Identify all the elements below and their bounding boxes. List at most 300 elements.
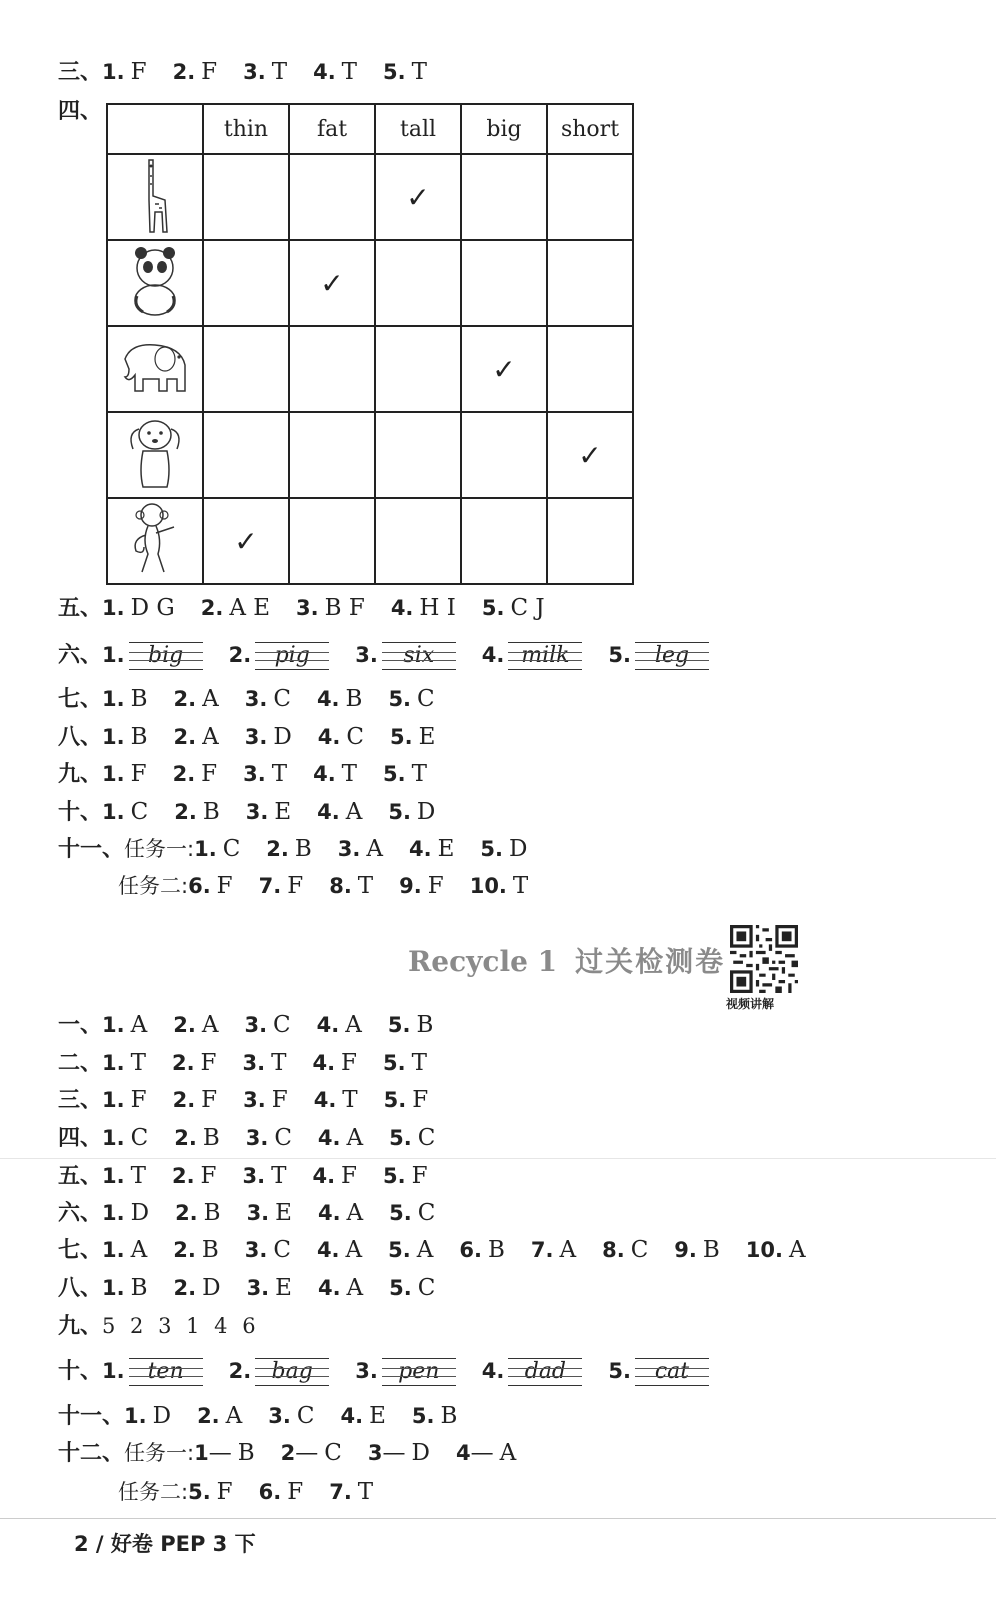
item-number: 1. <box>102 60 125 84</box>
cell <box>203 498 289 584</box>
item-answer: A <box>345 1237 363 1263</box>
section-label: 七、 <box>58 687 103 712</box>
answer-line-wu2 <box>58 1161 428 1192</box>
item-answer: T <box>512 873 529 899</box>
item-number: 4. <box>481 1359 505 1383</box>
item-answer: D <box>273 724 292 750</box>
answer-line-shier-task2: 任务二:5. F 6. F 7. T <box>118 1479 374 1505</box>
item-number: 1. <box>102 762 125 786</box>
item-number: 4. <box>312 1051 336 1075</box>
item-answer: B <box>487 1237 505 1263</box>
answer-line-er <box>58 1048 427 1079</box>
item-answer: T <box>341 59 358 85</box>
cell <box>461 412 547 498</box>
item-number: 3. <box>245 1126 269 1150</box>
item-answer: B <box>345 686 363 712</box>
item-number: 4. <box>317 1201 341 1225</box>
item-answer: T <box>341 761 358 787</box>
answer-line-wu <box>58 593 545 624</box>
item-answer: D <box>130 1200 150 1226</box>
item-number: 5. <box>608 1359 631 1383</box>
item-number: 2. <box>200 596 224 620</box>
item-answer: D <box>416 799 436 825</box>
item-number: 3. <box>246 1201 270 1225</box>
item-answer: F <box>130 1087 147 1113</box>
item-answer: E <box>275 1200 292 1226</box>
item-number: 3. <box>242 1164 266 1188</box>
item-answer: F <box>287 1479 304 1505</box>
item-number: 4. <box>340 1404 364 1428</box>
item-answer: F <box>341 1163 358 1189</box>
item-number: 9. <box>399 874 422 898</box>
item-answer: F <box>341 1050 358 1076</box>
section-label: 三、 <box>58 60 103 85</box>
item-answer: A <box>346 1200 364 1226</box>
section-label: 三、 <box>58 1088 103 1113</box>
item-answer: F <box>216 873 233 899</box>
cell <box>289 154 375 240</box>
section-label: 四、 <box>58 1126 103 1151</box>
item-number: 4. <box>409 837 432 861</box>
item-number: 5. <box>480 837 503 861</box>
item-number: 6. <box>258 1480 282 1504</box>
item-answer: B <box>130 724 148 750</box>
item-answer: C <box>296 1403 315 1429</box>
item-answer: bag <box>255 1358 329 1386</box>
item-answer: C <box>273 1237 291 1263</box>
item-answer: A <box>499 1440 517 1466</box>
item-number: 2. <box>172 1088 196 1112</box>
item-answer: B <box>202 799 220 825</box>
section-label: 一、 <box>58 1013 103 1038</box>
item-number: 4 <box>455 1441 471 1465</box>
cell <box>547 412 633 498</box>
item-number: 5. <box>383 60 406 84</box>
item-answer: C <box>346 724 364 750</box>
item-number: 5. <box>388 1238 411 1262</box>
item-answer: T <box>130 1163 146 1189</box>
cell <box>461 154 547 240</box>
item-answer: A <box>345 799 363 825</box>
item-answer: H I <box>419 595 456 621</box>
item-answer: C <box>417 1200 436 1226</box>
item-answer: B <box>130 686 148 712</box>
monkey-icon <box>107 498 203 584</box>
item-answer: A <box>345 1012 362 1038</box>
item-number: 5. <box>383 1164 406 1188</box>
item-number: 1. <box>102 1088 125 1112</box>
item-answer: D <box>202 1275 221 1301</box>
check-mark: ✓ <box>320 266 344 300</box>
item-number: 4. <box>317 725 341 749</box>
page-footer: 2 / 好卷 PEP 3 下 <box>74 1532 256 1556</box>
item-answer: A <box>559 1237 577 1263</box>
item-answer: A <box>225 1403 243 1429</box>
answer-line-shier: 十二、任务一:1— B 2— C 3— D 4— A <box>58 1440 517 1466</box>
item-answer: A <box>130 1012 148 1038</box>
item-dash: — <box>382 1440 406 1466</box>
section-label-si: 四、 <box>58 99 103 124</box>
item-answer: C <box>417 686 435 712</box>
answer-line-qi2 <box>58 1235 806 1266</box>
panda-icon <box>107 240 203 326</box>
item-answer: cat <box>635 1358 709 1386</box>
cell <box>289 240 375 326</box>
item-number: 7. <box>329 1480 352 1504</box>
item-number: 3. <box>244 725 268 749</box>
cell <box>375 326 461 412</box>
item-answer: B <box>294 836 312 862</box>
section-label: 五、 <box>58 1164 103 1189</box>
cell <box>203 412 289 498</box>
item-number: 2 <box>280 1441 296 1465</box>
item-answer: T <box>357 873 374 899</box>
item-number: 5. <box>389 725 413 749</box>
qr-code-icon[interactable] <box>730 925 798 993</box>
item-number: 5. <box>383 1051 406 1075</box>
item-number: 5. <box>188 1480 211 1504</box>
cell <box>203 326 289 412</box>
item-dash: — <box>470 1440 494 1466</box>
item-answer: C <box>274 1125 292 1151</box>
item-answer: milk <box>508 642 582 670</box>
item-answer: C <box>417 1275 436 1301</box>
answer-line-yi <box>58 1010 433 1041</box>
item-number: 2. <box>171 1051 195 1075</box>
item-answer: C <box>273 1012 291 1038</box>
item-number: 5. <box>411 1404 435 1428</box>
item-number: 2. <box>173 1276 197 1300</box>
answer-line-san <box>58 57 427 88</box>
item-number: 7. <box>258 874 282 898</box>
item-number: 3 <box>367 1441 383 1465</box>
item-answer: T <box>357 1479 374 1505</box>
item-answer: T <box>271 1163 287 1189</box>
answer-line-liu2 <box>58 1198 435 1229</box>
item-answer: E <box>418 724 436 750</box>
item-number: 3. <box>355 1359 378 1383</box>
cell <box>375 412 461 498</box>
item-answer: T <box>411 761 427 787</box>
item-number: 3. <box>245 800 269 824</box>
item-answer: C <box>222 836 241 862</box>
answer-line-ba2 <box>58 1273 435 1304</box>
item-number: 2. <box>173 725 197 749</box>
item-number: 2. <box>228 1359 252 1383</box>
item-answer: E <box>369 1403 386 1429</box>
item-answer: A <box>130 1237 148 1263</box>
item-answer: T <box>411 59 427 85</box>
giraffe-icon <box>107 154 203 240</box>
item-answer: D <box>152 1403 172 1429</box>
item-number: 1. <box>102 1201 125 1225</box>
item-number: 2. <box>228 643 252 667</box>
item-answer: B <box>702 1237 720 1263</box>
section-label: 八、 <box>58 1276 103 1301</box>
item-number: 1. <box>102 1013 125 1037</box>
cell <box>289 412 375 498</box>
qr-caption: 视频讲解 <box>726 997 775 1011</box>
section-title <box>408 940 725 980</box>
answer-line-shi <box>58 797 435 828</box>
item-answer: C <box>417 1125 436 1151</box>
item-dash: — <box>295 1440 319 1466</box>
answer-line-jiu <box>58 759 427 790</box>
cell <box>289 498 375 584</box>
answer-line-shi2 <box>58 1356 709 1387</box>
cell <box>461 326 547 412</box>
item-answer: E <box>437 836 455 862</box>
item-answer: leg <box>635 642 709 670</box>
item-answer: C <box>630 1237 649 1263</box>
item-answer: B <box>237 1440 255 1466</box>
item-answer: pig <box>255 642 329 670</box>
item-number: 3. <box>242 1051 266 1075</box>
item-answer: A <box>201 1012 219 1038</box>
col-header: tall <box>375 104 461 154</box>
item-number: 5. <box>481 596 505 620</box>
item-number: 1. <box>102 1276 125 1300</box>
section-label: 六、 <box>58 1201 103 1226</box>
item-number: 5. <box>383 1088 407 1112</box>
cell <box>375 240 461 326</box>
cell <box>289 326 375 412</box>
item-answer: B <box>440 1403 458 1429</box>
item-number: 1. <box>102 1238 125 1262</box>
item-number: 5. <box>608 643 631 667</box>
item-answer: F <box>200 1163 217 1189</box>
item-number: 5. <box>389 1276 412 1300</box>
item-number: 4. <box>313 762 336 786</box>
cell <box>375 154 461 240</box>
item-number: 2. <box>173 687 197 711</box>
item-number: 4. <box>312 1164 336 1188</box>
item-number: 1. <box>102 1164 125 1188</box>
item-number: 2. <box>175 1201 198 1225</box>
item-number: 3. <box>268 1404 291 1428</box>
item-answer: T <box>271 59 288 85</box>
item-answer: C <box>273 686 291 712</box>
item-answer: C <box>130 1125 149 1151</box>
check-mark: ✓ <box>578 438 602 472</box>
item-answer: F <box>130 59 147 85</box>
item-answer: six <box>382 642 456 670</box>
answer-line-san2 <box>58 1085 428 1116</box>
item-answer: C J <box>510 595 545 621</box>
answer-line-qi <box>58 684 435 715</box>
item-number: 1. <box>102 596 125 620</box>
item-number: 7. <box>530 1238 554 1262</box>
item-number: 4. <box>316 1013 340 1037</box>
divider <box>0 1158 996 1159</box>
item-number: 3. <box>244 1238 268 1262</box>
item-number: 4. <box>313 60 336 84</box>
item-number: 2. <box>197 1404 220 1428</box>
item-answer: A <box>789 1237 806 1263</box>
item-number: 3. <box>355 643 378 667</box>
answer-line-ba <box>58 722 435 753</box>
item-number: 10. <box>745 1238 783 1262</box>
item-number: 5. <box>388 687 412 711</box>
item-answer: T <box>411 1050 427 1076</box>
item-answer: F <box>271 1087 288 1113</box>
item-number: 2. <box>172 60 196 84</box>
item-answer: dad <box>508 1358 582 1386</box>
col-header: fat <box>289 104 375 154</box>
item-number: 1. <box>124 1404 147 1428</box>
item-number: 4. <box>390 596 414 620</box>
item-answer: E <box>274 799 292 825</box>
item-answer: pen <box>382 1358 456 1386</box>
item-answer: D <box>411 1440 430 1466</box>
item-number: 2. <box>174 1126 197 1150</box>
cell <box>547 498 633 584</box>
item-answer: D <box>509 836 528 862</box>
item-answer: A <box>346 1125 364 1151</box>
check-mark: ✓ <box>234 524 258 558</box>
item-answer: A <box>202 724 219 750</box>
item-answer: D G <box>130 595 175 621</box>
item-number: 5. <box>388 800 411 824</box>
item-number: 8. <box>602 1238 625 1262</box>
item-dash: — <box>208 1440 232 1466</box>
item-number: 5. <box>389 1126 412 1150</box>
item-number: 2. <box>173 1238 196 1262</box>
item-answer: F <box>427 873 444 899</box>
cell <box>375 498 461 584</box>
item-answer: A <box>366 836 384 862</box>
item-number: 3. <box>246 1276 270 1300</box>
item-answer: F <box>130 761 147 787</box>
item-answer: B <box>130 1275 148 1301</box>
section-label: 十一、 <box>58 1404 125 1429</box>
footer-rule <box>0 1518 996 1519</box>
answer-line-si2 <box>58 1123 435 1154</box>
answer-line-jiu2: 九、5 2 3 1 4 6 <box>58 1314 256 1339</box>
item-number: 1 <box>194 1441 209 1465</box>
item-answer: T <box>342 1087 358 1113</box>
cell <box>461 240 547 326</box>
item-answer: T <box>130 1050 146 1076</box>
col-header: big <box>461 104 547 154</box>
item-number: 2. <box>174 800 197 824</box>
item-answer: B F <box>324 595 365 621</box>
col-header: thin <box>203 104 289 154</box>
item-answer: F <box>201 59 218 85</box>
item-answer: F <box>287 873 304 899</box>
item-number: 1. <box>102 1051 125 1075</box>
item-answer: E <box>275 1275 292 1301</box>
item-number: 5. <box>389 1201 412 1225</box>
item-answer: F <box>201 1087 218 1113</box>
item-number: 1. <box>102 687 125 711</box>
elephant-icon <box>107 326 203 412</box>
cell <box>547 240 633 326</box>
item-number: 6. <box>459 1238 482 1262</box>
item-number: 2. <box>171 1164 195 1188</box>
item-number: 1. <box>102 800 125 824</box>
item-answer: F <box>200 1050 217 1076</box>
item-answer: B <box>416 1012 434 1038</box>
item-answer: F <box>412 1087 429 1113</box>
check-mark: ✓ <box>492 352 516 386</box>
check-mark: ✓ <box>406 180 430 214</box>
item-number: 6. <box>188 874 211 898</box>
cell <box>203 240 289 326</box>
animal-adjective-table <box>106 103 634 585</box>
section-label: 五、 <box>58 596 103 621</box>
item-answer: A <box>202 686 219 712</box>
cell <box>547 154 633 240</box>
item-number: 10. <box>469 874 507 898</box>
item-number: 1. <box>102 643 125 667</box>
answer-line-shiyi2 <box>58 1401 457 1432</box>
item-number: 4. <box>317 1126 341 1150</box>
item-number: 3. <box>243 1088 266 1112</box>
answer-line-liu <box>58 640 709 671</box>
item-number: 4. <box>316 687 340 711</box>
item-number: 3. <box>244 1013 268 1037</box>
item-answer: A E <box>229 595 271 621</box>
item-answer: F <box>411 1163 428 1189</box>
table-corner <box>107 104 203 154</box>
section-label: 八、 <box>58 725 103 750</box>
item-answer: C <box>324 1440 342 1466</box>
answer-line-shiyi: 十一、任务一:1. C 2. B 3. A 4. E 5. D <box>58 836 528 862</box>
item-number: 5. <box>387 1013 411 1037</box>
item-number: 3. <box>243 762 266 786</box>
item-number: 1. <box>102 1359 125 1383</box>
item-answer: B <box>202 1125 220 1151</box>
item-answer: ten <box>129 1358 203 1386</box>
item-number: 2. <box>173 1013 196 1037</box>
section-label: 七、 <box>58 1238 103 1263</box>
cell <box>461 498 547 584</box>
item-answer: C <box>130 799 149 825</box>
item-answer: A <box>416 1237 434 1263</box>
section-title-cn: 过关检测卷 <box>575 945 726 978</box>
section-label: 十、 <box>58 800 103 825</box>
item-number: 3. <box>243 60 266 84</box>
col-header: short <box>547 104 633 154</box>
item-number: 9. <box>674 1238 697 1262</box>
answer-line-shiyi-task2: 任务二:6. F 7. F 8. T 9. F 10. T <box>118 873 529 899</box>
item-number: 8. <box>329 874 352 898</box>
item-number: 1. <box>102 725 125 749</box>
item-number: 2. <box>266 837 289 861</box>
item-number: 3. <box>244 687 268 711</box>
cell <box>203 154 289 240</box>
item-answer: B <box>201 1237 219 1263</box>
item-number: 4. <box>313 1088 337 1112</box>
item-answer: big <box>129 642 203 670</box>
item-number: 4. <box>317 1276 341 1300</box>
section-title-en: Recycle 1 <box>408 945 558 978</box>
item-number: 4. <box>481 643 505 667</box>
section-label: 二、 <box>58 1051 103 1076</box>
item-answer: F <box>201 761 218 787</box>
item-answer: T <box>271 1050 287 1076</box>
item-number: 2. <box>172 762 196 786</box>
section-label: 六、 <box>58 643 103 668</box>
item-answer: A <box>346 1275 364 1301</box>
item-number: 3. <box>337 837 361 861</box>
item-number: 1. <box>194 837 217 861</box>
item-number: 3. <box>296 596 319 620</box>
item-answer: T <box>271 761 288 787</box>
section-label: 九、 <box>58 762 103 787</box>
item-number: 4. <box>316 1238 340 1262</box>
